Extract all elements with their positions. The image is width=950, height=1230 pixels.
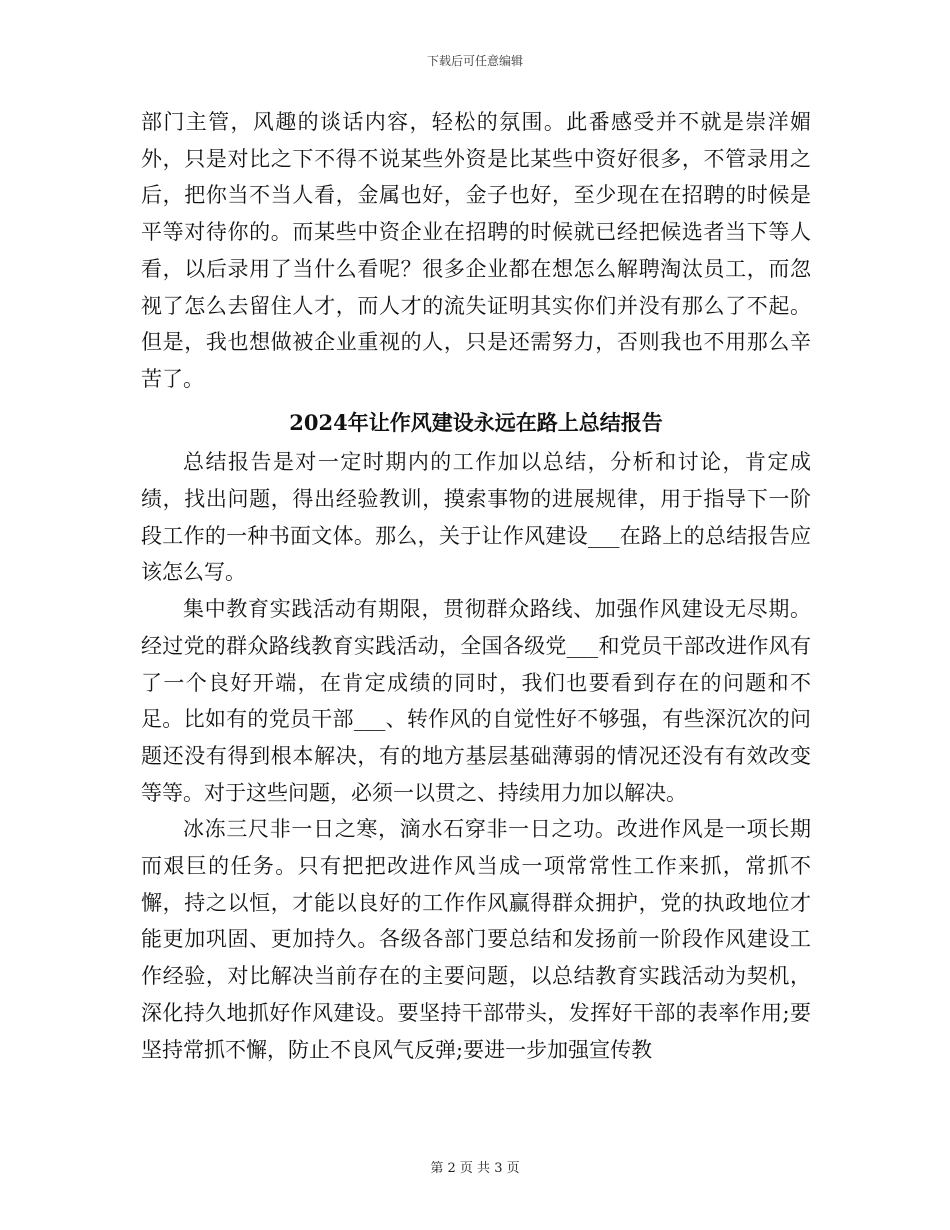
- continuation-paragraph: 部门主管，风趣的谈话内容，轻松的氛围。此番感受并不就是崇洋媚外，只是对比之下不得不说某些外资是比某些中资好很多，不管录用之后，把你当不当人看，金属也好，金子也好，至少现在在招聘的时候是平等对待你的。而某些中资企业在招聘的时候就已经把候选者当下等人看，以后录用了当什么看呢？很多企业都在想怎么解聘淘汰员工，而忽视了怎么去留住人才，而人才的流失证明其实你们并没有那么了不起。但是，我也想做被企业重视的人，只是还需努力，否则我也不用那么辛苦了。: [141, 110, 811, 391]
- page-number: 第 2 页 共 3 页: [430, 1161, 520, 1176]
- section-title: 2024年让作风建设永远在路上总结报告: [289, 409, 663, 435]
- body-paragraph-1: 总结报告是对一定时期内的工作加以总结，分析和讨论，肯定成绩，找出问题，得出经验教训，摸索事物的进展规律，用于指导下一阶段工作的一种书面文体。那么，关于让作风建设___在路上的总结报告应该怎么写。: [141, 450, 811, 585]
- body-paragraph-2: 集中教育实践活动有期限，贯彻群众路线、加强作风建设无尽期。经过党的群众路线教育实践活动，全国各级党___和党员干部改进作风有了一个良好开端，在肯定成绩的同时，我们也要看到存在的问题和不足。比如有的党员干部___、转作风的自觉性好不够强，有些深沉次的问题还没有得到根本解决，有的地方基层基础薄弱的情况还没有有效改变等等。对于这些问题，必须一以贯之、持续用力加以解决。: [141, 597, 811, 805]
- body-paragraph-3: 冰冻三尺非一日之寒，滴水石穿非一日之功。改进作风是一项长期而艰巨的任务。只有把把改进作风当成一项常常性工作来抓，常抓不懈，持之以恒，才能以良好的工作作风赢得群众拥护，党的执政地位才能更加巩固、更加持久。各级各部门要总结和发扬前一阶段作风建设工作经验，对比解决当前存在的主要问题，以总结教育实践活动为契机，深化持久地抓好作风建设。要坚持干部带头，发挥好干部的表率作用;要坚持常抓不懈，防止不良风气反弹;要进一步加强宣传教: [141, 817, 811, 1062]
- document-body: [141, 104, 811, 1068]
- page-header-note: 下载后可任意编辑: [426, 54, 523, 68]
